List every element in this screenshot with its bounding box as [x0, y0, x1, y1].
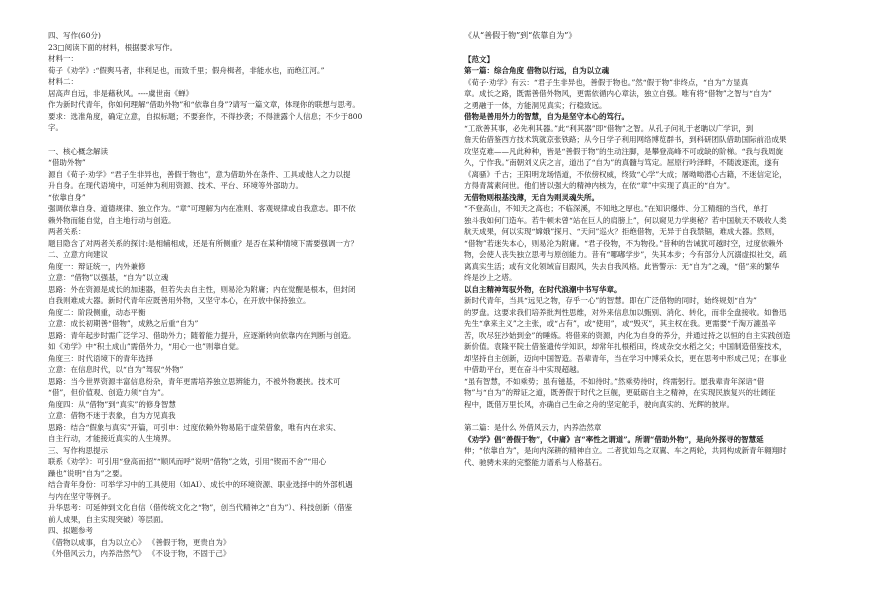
right-line-13: 方得青蒿素问世。他们皆以强大的精神内核为，在依“章”中实现了真正的“自为”。: [464, 181, 735, 190]
left-line-42: 前人成果，自主实现突破）等层面。: [48, 514, 168, 524]
right-line-32: 程中，既借万里长风，亦确自己生命之舟的坚定舵手，驶向真实的、光辉的彼岸。: [464, 399, 734, 409]
left-line-4: 材料二：: [48, 77, 78, 86]
right-line-16: 独斗我如何门造车。若牛顿未曾“站在巨人的肩膀上”，何以窥见力学奥秘？若中国航天不吸收人类: [464, 215, 787, 225]
right-line-25: 先生“拿来主义”之主张，或“占有”，或“使用”，或“毁灭”，其主权在我。更需要“千淘万漉虽辛: [464, 319, 777, 328]
left-line-27: 如《劝学》中“积土成山”需借外力，“用心一也”则靠自觉。: [48, 342, 244, 351]
right-line-18: “借物”若迷失本心，则易沦为附庸。“君子役物，不为物役。”昔种的告诫犹可越时空，过度依赖外: [464, 238, 784, 248]
left-line-10: 一、核心概念解读: [48, 146, 108, 156]
left-line-31: “借”，但价值观、创造力须“自为”。: [48, 388, 169, 397]
left-line-25: 立意：成长初期善“借物”，成熟之后重“自为”: [48, 319, 199, 328]
right-line-31: 物”与“自为”的辩证之道，既善假于时代之巨舰，更砥砺自主之精神，在实现民族复兴的壮阔征: [464, 388, 776, 397]
left-line-33: 立意：借物不迷于表象，自为方见真我: [48, 411, 176, 420]
left-line-30: 思路：当今世界资源丰富信息纷杂，青年更需培养独立思辨能力，不被外物裹挟。技术可: [48, 376, 341, 386]
right-line-28: 却坚持自主创新，迈向中国智造。吾辈青年，当在学习中博采众长，更在思考中形成己见；在事业: [464, 353, 787, 363]
left-line-28: 角度三：时代语境下的青年选择: [48, 353, 153, 363]
right-line-34: 第二篇：是什么 外借风云力，内养浩然章: [464, 423, 602, 432]
right-line-27: 新价值。袁隆平院士借鉴遗传学知识，却常年扎根稻田，终成杂交水稻之父；中国制造借鉴技术，: [464, 342, 787, 351]
right-line-30: “虽有智慧，不如乘势；虽有镃基，不如待时。”然乘势待时，终需躬行。愿我辈青年深谙“借: [464, 376, 765, 386]
right-line-5: 章。成长之路，既需善借外物风，更需依循内心章法，独立自强。唯有将“借物”之智与“自为”: [464, 89, 772, 98]
right-line-4: 《荀子·劝学》有云：“君子生非异也，善假于物也。”然“假于物”非终点，“自为”方显真: [464, 77, 749, 87]
left-line-7: 要求：选准角度，确定立意，自拟标题；不要套作，不得抄袭；不得泄露个人信息；不少于800: [48, 111, 363, 121]
right-line-29: 中借助平台，更在奋斗中实现超越。: [464, 365, 584, 374]
left-line-22: 思路：外在资源是成长的加速器，但若失去自主性，则易沦为附庸；内在觉醒是根本，但封闭: [48, 284, 356, 294]
left-line-21: 立意：“借物”以强基，“自为”以立魂: [48, 273, 169, 282]
right-line-26: 苦，吹尽狂沙始到金”的睡炼。将借来的资源，内化为自身的养分，并通过持之以恒的自主实践创造: [464, 330, 791, 340]
right-line-6: 之勇融于一体，方能洞见真实；行稳致远。: [464, 100, 607, 110]
left-line-44: 《借物以成事，自为以立心》 《善假于物，更贵自为》: [48, 537, 231, 547]
left-line-17: 两者关系：: [48, 227, 86, 236]
right-line-10: 攻坚克难——凡此种种，皆是“善假于物”的生动注脚，是攀登高峰不可或缺的阶梯。“我与我周旋: [464, 146, 784, 156]
spacer: [464, 42, 836, 54]
left-line-12: 源自《荀子·劝学》“君子生非异也，善假于物也”，意为借助外在条件、工具或他人之力以提: [48, 169, 351, 179]
left-line-18: 题目隐含了对两者关系的探讨:是相辅相成，还是有所侧重？是否在某种情境下需要强调一方？: [48, 238, 359, 248]
right-line-36: 伸；“依靠自为”，是向内深耕的精神自立。二者犹如鸟之双翼、车之两轮，共同构成新青年翱翔时: [464, 446, 787, 455]
left-line-29: 立意：在信息时代，以“自为”驾驭“外物”: [48, 365, 184, 374]
left-line-19: 二、立意方向建议: [48, 250, 108, 259]
left-line-5: 居高声自远，非是藉秋风。----虞世南《蝉》: [48, 88, 194, 98]
right-line-12: 《离骚》千古；王阳明龙场悟道，不依傍权威，终致“心学”大成；屠呦呦潜心古籍，不迷信定论，: [464, 169, 787, 179]
left-line-26: 思路：青年起步时需广泛学习、借助外力；随着能力提升，应逐渐转向依靠内在判断与创造。: [48, 330, 356, 340]
right-line-8: “工欲善其事，必先利其器。”此“利其器”即“借物”之智。从孔子问礼于老聃以广学识，到: [464, 123, 754, 133]
right-line-35: 《劝学》倡“善假于物”，《中庸》言“率性之谓道”。所谓“借助外物”，是向外探寻的智慧延: [464, 434, 764, 444]
right-line-19: 物，会使人丧失独立思考与原创能力。昔有“哪嘟学步”，失其本步；今有部分人沉溺虚拟社交，疏: [464, 250, 787, 259]
left-line-35: 自主行动，才能接近真实的人生境界。: [48, 434, 176, 443]
right-line-22: 以自主精神驾驭外物，在时代浪潮中书写华章。: [464, 284, 622, 294]
left-line-45: 《外借风云力，内养浩然气》 《不设于物，不固于己》: [48, 549, 231, 558]
left-line-43: 四、拟题参考: [48, 526, 93, 535]
right-line-24: 的罗盘。这要求我们培养批判性思维，对外来信息加以甄别、消化、转化，而非全盘接收。如鲁迅: [464, 307, 787, 317]
left-line-14: “依靠自身”: [48, 192, 86, 202]
right-line-20: 离真实生活；或有文化领域盲目跟风，失去自我风格。此皆警示：无“自为”之魂，“借”来的繁华: [464, 261, 780, 271]
right-line-7: 借物是善用外力的智慧，自为是坚守本心的笃行。: [464, 112, 629, 121]
right-line-23: 新时代青年，当具“远见之物，存乎一心”的智慧。即在广泛借物的同时，始终规划“自为”: [464, 296, 757, 305]
left-line-40: 与内在坚守等例子。: [48, 491, 116, 501]
left-line-13: 升自身。在现代语境中，可延伸为利用资源、技术、平台、环境等外部助力。: [48, 181, 303, 190]
left-line-37: 联系《劝学》：可引用“登高而招”“顺风而呼”说明“借物”之效，引用“锲而不舍”“用心: [48, 457, 327, 466]
left-column: [48, 30, 403, 560]
left-line-34: 思路：结合“假象与真实”开篇，可引申：过度依赖外物易陷于虚荣借象，唯有内在求实、: [48, 422, 341, 432]
left-line-2: 材料一：: [48, 54, 78, 63]
right-line-15: “不登高山，不知天之高也；不临深溪，不知地之厚也。”在知识爆炸、分工精细的当代，单打: [464, 204, 768, 213]
right-line-21: 终是沙上之塔。: [464, 273, 517, 282]
right-line-3: 第一篇：综合角度 借物以行远，自为以立魂: [464, 66, 610, 75]
spacer: [48, 134, 403, 146]
right-column: [464, 30, 836, 468]
left-line-38: 躁也”说明“自为”之要。: [48, 468, 128, 478]
left-line-20: 角度一：辩证统一，内外兼修: [48, 261, 146, 271]
left-line-39: 结合青年身份：可举学习中的工具使用（如AI）、成长中的环境资源、职业选择中的外部机遇: [48, 480, 353, 489]
right-line-0: 《从“善假于物”到“依靠自为”》: [464, 31, 577, 40]
right-line-14: 无借物则根基浅薄，无自为则灵魂失所。: [464, 192, 599, 202]
left-line-1: 23□阅读下面的材料，根据要求写作。: [48, 42, 178, 52]
left-line-11: “借助外物”: [48, 158, 86, 167]
left-line-3: 荀子《劝学》:“假舆马者，非利足也，而致千里；假舟楫者，非能水也，而绝江河。”: [48, 65, 325, 75]
left-line-16: 赖外物而能自觉，自主地行动与创造。: [48, 215, 176, 225]
right-line-11: 久，宁作我。”南朝刘义庆之言，道出了“自为”的真髓与笃定。屈原行吟泽畔，不随波逐流，遂有: [464, 158, 780, 167]
left-line-41: 升华思考：可延伸到文化自信（借传统文化之“物”，创当代精神之“自为”）、科技创新（借鉴: [48, 503, 353, 512]
left-line-0: 四、写作(60分): [48, 31, 101, 40]
spacer: [464, 410, 836, 422]
left-line-23: 自我则难成大器。新时代青年应既善用外物，又坚守本心，在开放中保持独立。: [48, 296, 311, 305]
right-line-17: 航天成果，何以实现“嫦娥”探月、“天问”巡火？拒绝借物，无异于自我禁锢，难成大器。然则，: [464, 227, 780, 236]
left-line-15: 强调依靠自身、道德规律、独立作为。“章”可理解为内在准则、客观规律或自我意志。即不依: [48, 204, 356, 213]
left-line-32: 角度四：从“借物”到“真实”的修身智慧: [48, 399, 176, 409]
left-line-6: 作为新时代青年，你如何理解“借助外物”和“依靠自身”?请写一篇文章，体现你的联想与思考。: [48, 100, 360, 109]
left-line-36: 三、写作构思提示: [48, 445, 108, 455]
right-line-2: 【范文】: [464, 54, 494, 64]
right-line-37: 代、驰骋未来的完整能力谱系与人格基石。: [464, 457, 607, 467]
left-line-24: 角度二：阶段侧重，动态平衡: [48, 307, 146, 317]
left-line-8: 字。: [48, 123, 63, 132]
right-line-9: 詹天佑借鉴西方技术筑就京张铁路；从今日学子利用网络博览群书，到科研团队借助国际前沿成果: [464, 135, 787, 144]
